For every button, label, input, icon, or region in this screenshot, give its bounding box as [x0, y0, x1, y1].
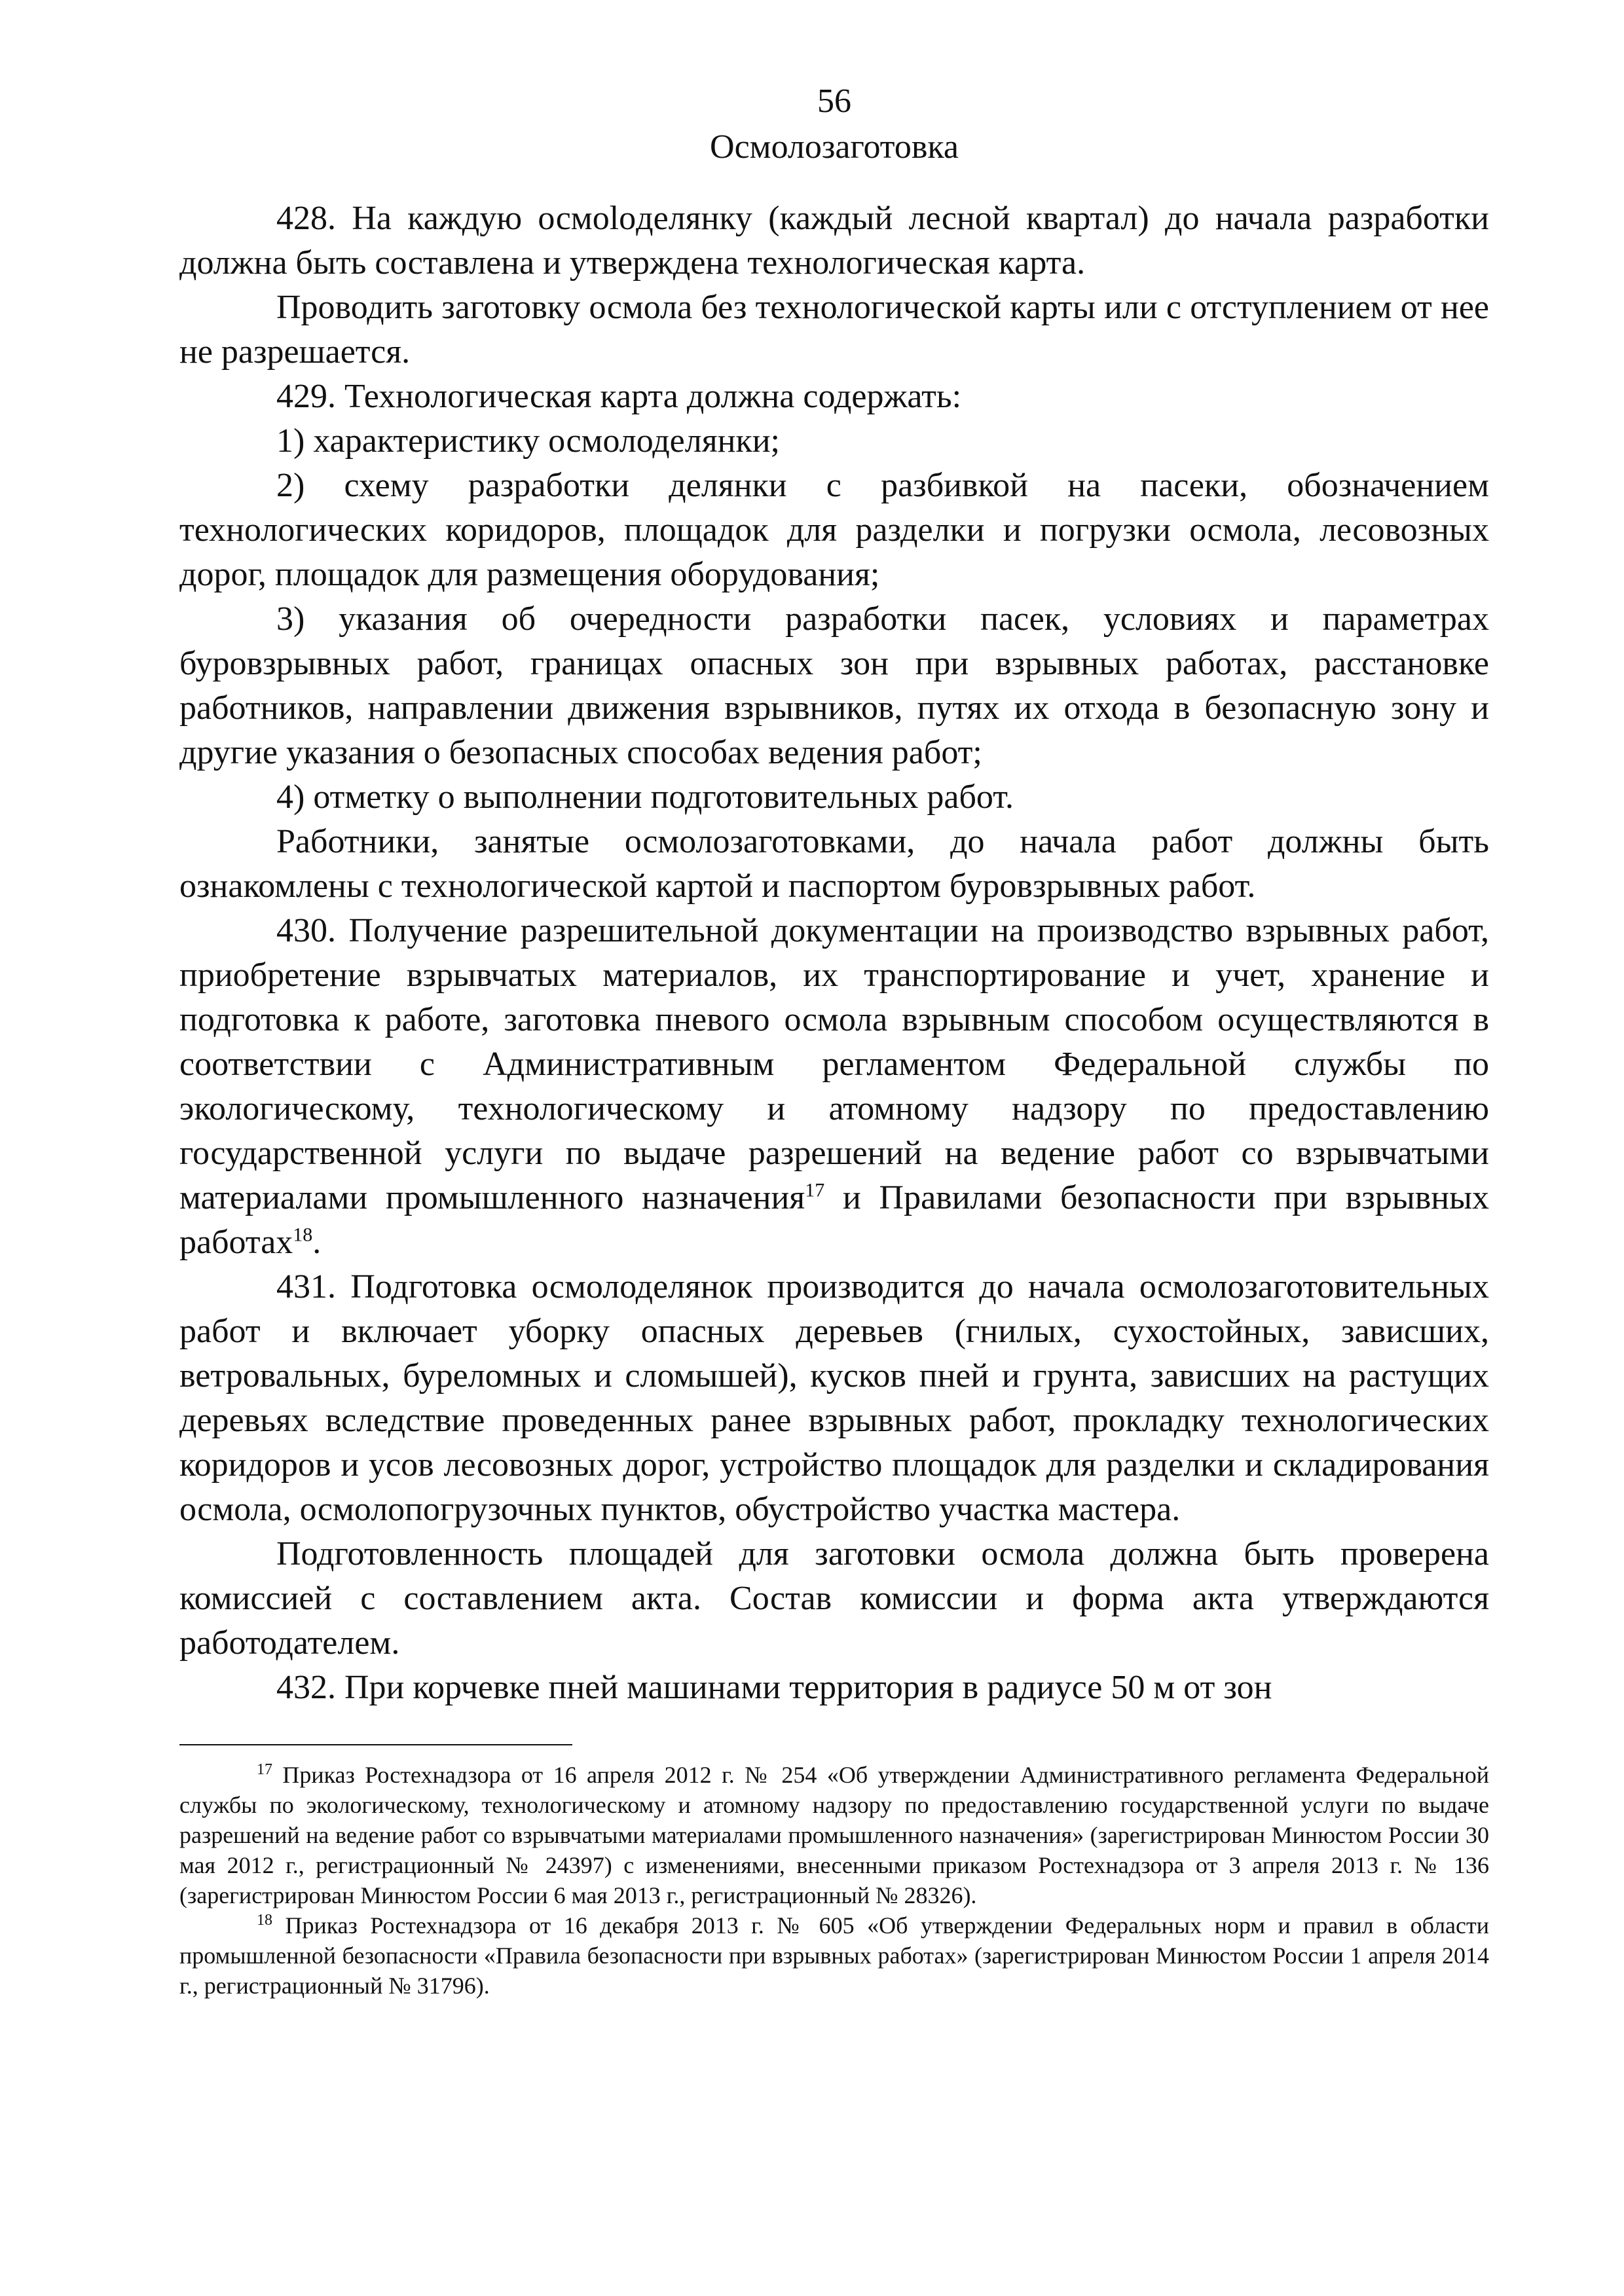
- paragraph-430-part3: .: [312, 1224, 322, 1261]
- footnote-separator: [179, 1744, 572, 1745]
- paragraph-428: 428. На каждую осмоloделянку (каждый лесной квартал) до начала разработки должна быть составлена и утверждена технологическая карта.: [179, 200, 1489, 282]
- paragraph-430-part2: и Правилами безопасности при взрывных работах: [179, 1179, 1490, 1261]
- paragraph-429: 429. Технологическая карта должна содержать:: [276, 378, 962, 415]
- list-item-4: 4) отметку о выполнении подготовительных работ.: [276, 778, 1014, 816]
- paragraph-431-note: Подготовленность площадей для заготовки осмола должна быть проверена комиссией с составлением акта. Состав комиссии и форма акта утверждаются работодателем.: [179, 1535, 1489, 1662]
- page-number: 56: [817, 82, 851, 120]
- body-text: [179, 196, 1489, 1710]
- paragraph-430-part1: 430. Получение разрешительной документации на производство взрывных работ, приобретение взрывчатых материалов, их транспортирование и учет, хранение и подготовка к работе, заготовка пневого осмола взрывным способом осуществляются в соответствии с Административным регламентом Федеральной службы по экологическому, технологическому и атомному надзору по предоставлению государственной услуги по выдаче разрешений на ведение работ со взрывчатыми материалами промышленного назначения: [179, 912, 1489, 1216]
- footnote-number-18: 18: [257, 1912, 272, 1929]
- paragraph-430: [179, 909, 1489, 1265]
- paragraph-432: 432. При корчевке пней машинами территория в радиусе 50 м от зон: [276, 1669, 1272, 1706]
- footnotes: [179, 1760, 1489, 2001]
- footnote-18-text: Приказ Ростехнадзора от 16 декабря 2013 г. № 605 «Об утверждении Федеральных норм и правил в области промышленной безопасности «Правила безопасности при взрывных работах» (зарегистрирован Минюстом России 1 апреля 2014 г., регистрационный № 31796).: [179, 1912, 1489, 1999]
- section-title: Осмолозаготовка: [710, 128, 959, 166]
- paragraph-429-note: Работники, занятые осмолозаготовками, до начала работ должны быть ознакомлены с технологической картой и паспортом буровзрывных работ.: [179, 823, 1489, 905]
- list-item-2: 2) схему разработки делянки с разбивкой на пасеки, обозначением технологических коридоров, площадок для разделки и погрузки осмола, лесовозных дорог, площадок для размещения оборудования;: [179, 467, 1489, 593]
- paragraph-428-note: Проводить заготовку осмола без технологической карты или с отступлением от нее не разрешается.: [179, 289, 1489, 371]
- footnote-18: [179, 1910, 1489, 2001]
- paragraph-431: 431. Подготовка осмолоделянок производится до начала осмолозаготовительных работ и включает уборку опасных деревьев (гнилых, сухостойных, зависших, ветровальных, буреломных и сломышей), кусков пней и грунта, зависших на растущих деревьях вследствие проведенных ранее взрывных работ, прокладку технологических коридоров и усов лесовозных дорог, устройство площадок для разделки и складирования осмола, осмолопогрузочных пунктов, обустройство участка мастера.: [179, 1268, 1489, 1528]
- footnote-ref-18: 18: [293, 1224, 313, 1246]
- footnote-number-17: 17: [257, 1761, 272, 1778]
- footnote-ref-17: 17: [805, 1179, 825, 1201]
- document-page: [179, 79, 1489, 2001]
- footnote-17: [179, 1760, 1489, 1910]
- list-item-3: 3) указания об очередности разработки пасек, условиях и параметрах буровзрывных работ, границах опасных зон при взрывных работах, расстановке работников, направлении движения взрывников, путях их отхода в безопасную зону и другие указания о безопасных способах ведения работ;: [179, 600, 1489, 771]
- footnote-17-text: Приказ Ростехнадзора от 16 апреля 2012 г. № 254 «Об утверждении Административного регламента Федеральной службы по экологическому, технологическому и атомному надзору по предоставлению государственной услуги по выдаче разрешений на ведение работ со взрывчатыми материалами промышленного назначения» (зарегистрирован Минюстом России 30 мая 2012 г., регистрационный № 24397) с изменениями, внесенными приказом Ростехнадзора от 3 апреля 2013 г. № 136 (зарегистрирован Минюстом России 6 мая 2013 г., регистрационный № 28326).: [179, 1762, 1489, 1908]
- list-item-1: 1) характеристику осмолоделянки;: [276, 422, 780, 460]
